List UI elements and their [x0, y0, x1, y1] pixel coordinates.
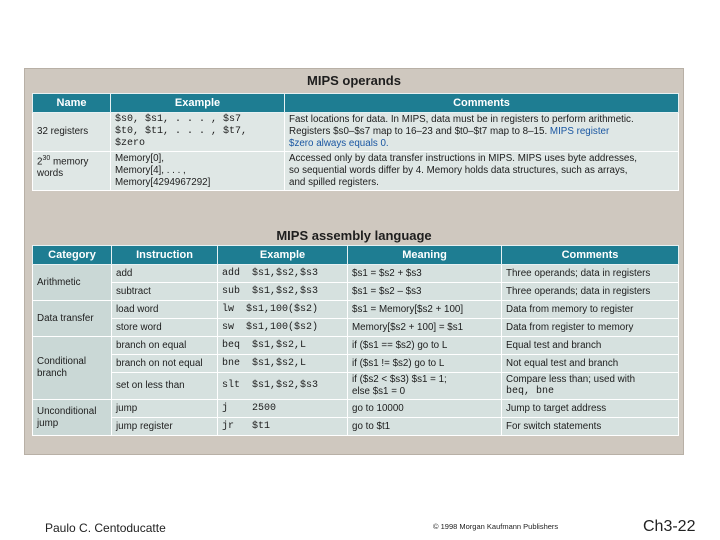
table-row: [33, 355, 679, 373]
category-cell: Arithmetic: [33, 265, 112, 301]
opcode: jr: [222, 420, 235, 432]
name-base: 2: [37, 156, 43, 168]
name-exponent: 30: [42, 155, 51, 162]
opcode: slt: [222, 380, 241, 391]
comment-note: $zero always equals 0.: [289, 138, 389, 149]
operands: $s1,$s2,$s3: [252, 380, 319, 391]
opcode: beq: [222, 339, 241, 351]
example-cell: [111, 113, 285, 152]
header-category: Category: [33, 246, 112, 265]
example-cell: [218, 319, 348, 337]
operands: $s1,100($s2): [246, 303, 319, 315]
opcode: j: [222, 402, 229, 414]
opcode: lw: [222, 303, 235, 315]
table-row: [33, 113, 679, 152]
operands: $t1: [252, 420, 271, 432]
header-example: Example: [111, 94, 285, 113]
comment-cell: Equal test and branch: [502, 337, 679, 355]
comment-line: and spilled registers.: [289, 177, 379, 188]
instruction-cell: add: [112, 265, 218, 283]
comment-cell: Not equal test and branch: [502, 355, 679, 373]
operands: $s1,$s2,$s3: [252, 267, 319, 279]
comment-cell: [502, 373, 679, 400]
example-line: $s0, $s1, . . . , $s7: [115, 114, 242, 125]
example-line: Memory[4294967292]: [115, 177, 211, 188]
example-cell: [218, 400, 348, 418]
meaning-cell: $s1 = $s2 – $s3: [348, 283, 502, 301]
header-instruction: Instruction: [112, 246, 218, 265]
comment-cell: Three operands; data in registers: [502, 265, 679, 283]
header-meaning: Meaning: [348, 246, 502, 265]
meaning-cell: [348, 373, 502, 400]
slide-number: Ch3-22: [643, 518, 696, 535]
meaning-cell: $s1 = Memory[$s2 + 100]: [348, 301, 502, 319]
example-cell: [218, 418, 348, 436]
header-comments: Comments: [502, 246, 679, 265]
operands-table: [32, 93, 679, 191]
table-row: [33, 283, 679, 301]
assembly-header-row: [33, 246, 679, 265]
instruction-cell: jump: [112, 400, 218, 418]
operands: $s1,100($s2): [246, 321, 319, 333]
table-row: [33, 373, 679, 400]
meaning-cell: $s1 = $s2 + $s3: [348, 265, 502, 283]
instruction-cell: jump register: [112, 418, 218, 436]
header-example: Example: [218, 246, 348, 265]
meaning-cell: Memory[$s2 + 100] = $s1: [348, 319, 502, 337]
name-rest: memory words: [37, 156, 89, 180]
comment-line: Accessed only by data transfer instructions in MIPS. MIPS uses byte addresses,: [289, 153, 637, 164]
instruction-cell: subtract: [112, 283, 218, 301]
instruction-cell: set on less than: [112, 373, 218, 400]
operands-title: MIPS operands: [307, 73, 401, 88]
comment-line: [289, 126, 674, 138]
meaning-cell: go to $t1: [348, 418, 502, 436]
instruction-cell: branch on equal: [112, 337, 218, 355]
opcode: sub: [222, 285, 241, 297]
example-cell: [218, 283, 348, 301]
table-row: [33, 400, 679, 418]
comment-line: so sequential words differ by 4. Memory holds data structures, such as arrays,: [289, 165, 628, 176]
operands: $s1,$s2,L: [252, 357, 307, 369]
comment-cell: Data from memory to register: [502, 301, 679, 319]
instruction-cell: store word: [112, 319, 218, 337]
assembly-table: [32, 245, 679, 436]
operands: $s1,$s2,L: [252, 339, 307, 351]
comment-cell: Jump to target address: [502, 400, 679, 418]
author-footer: Paulo C. Centoducatte: [45, 521, 166, 535]
header-name: Name: [33, 94, 111, 113]
operands: $s1,$s2,$s3: [252, 285, 319, 297]
example-line: Memory[4], . . . ,: [115, 165, 186, 176]
operands: 2500: [252, 402, 277, 414]
name-cell: 32 registers: [33, 113, 111, 152]
scanned-book-page: [24, 68, 684, 455]
example-line: Memory[0],: [115, 153, 164, 164]
example-cell: [218, 337, 348, 355]
comment-line: Compare less than; used with: [506, 374, 636, 385]
example-line: $t0, $t1, . . . , $t7, $zero: [115, 126, 248, 149]
meaning-cell: if ($s1 != $s2) go to L: [348, 355, 502, 373]
example-cell: [218, 301, 348, 319]
table-row: [33, 301, 679, 319]
meaning-cell: if ($s1 == $s2) go to L: [348, 337, 502, 355]
comment-note: MIPS register: [549, 126, 610, 137]
category-cell: Conditional branch: [33, 337, 112, 400]
comment-cell: Data from register to memory: [502, 319, 679, 337]
category-cell: Unconditional jump: [33, 400, 112, 436]
comment-cell: Three operands; data in registers: [502, 283, 679, 301]
example-cell: [218, 373, 348, 400]
comment-line: beq, bne: [506, 386, 555, 397]
instruction-cell: load word: [112, 301, 218, 319]
table-row: [33, 265, 679, 283]
assembly-title: MIPS assembly language: [276, 228, 432, 243]
meaning-line: if ($s2 < $s3) $s1 = 1;: [352, 374, 447, 385]
meaning-line: else $s1 = 0: [352, 386, 406, 397]
comments-cell: [285, 152, 679, 191]
comments-cell: [285, 113, 679, 152]
example-cell: [218, 355, 348, 373]
example-cell: [111, 152, 285, 191]
opcode: bne: [222, 357, 241, 369]
header-comments: Comments: [285, 94, 679, 113]
comment-cell: For switch statements: [502, 418, 679, 436]
table-row: [33, 418, 679, 436]
opcode: sw: [222, 321, 235, 333]
table-row: [33, 152, 679, 191]
example-cell: [218, 265, 348, 283]
table-row: [33, 337, 679, 355]
operands-header-row: [33, 94, 679, 113]
copyright-footer: © 1998 Morgan Kaufmann Publishers: [433, 522, 559, 531]
table-row: [33, 319, 679, 337]
name-cell: [33, 152, 111, 191]
opcode: add: [222, 267, 241, 279]
meaning-cell: go to 10000: [348, 400, 502, 418]
comment-line: Fast locations for data. In MIPS, data must be in registers to perform arithmetic.: [289, 114, 634, 125]
category-cell: Data transfer: [33, 301, 112, 337]
comment-text: Registers $s0–$s7 map to 16–23 and $t0–$t7 map to 8–15.: [289, 126, 548, 137]
instruction-cell: branch on not equal: [112, 355, 218, 373]
